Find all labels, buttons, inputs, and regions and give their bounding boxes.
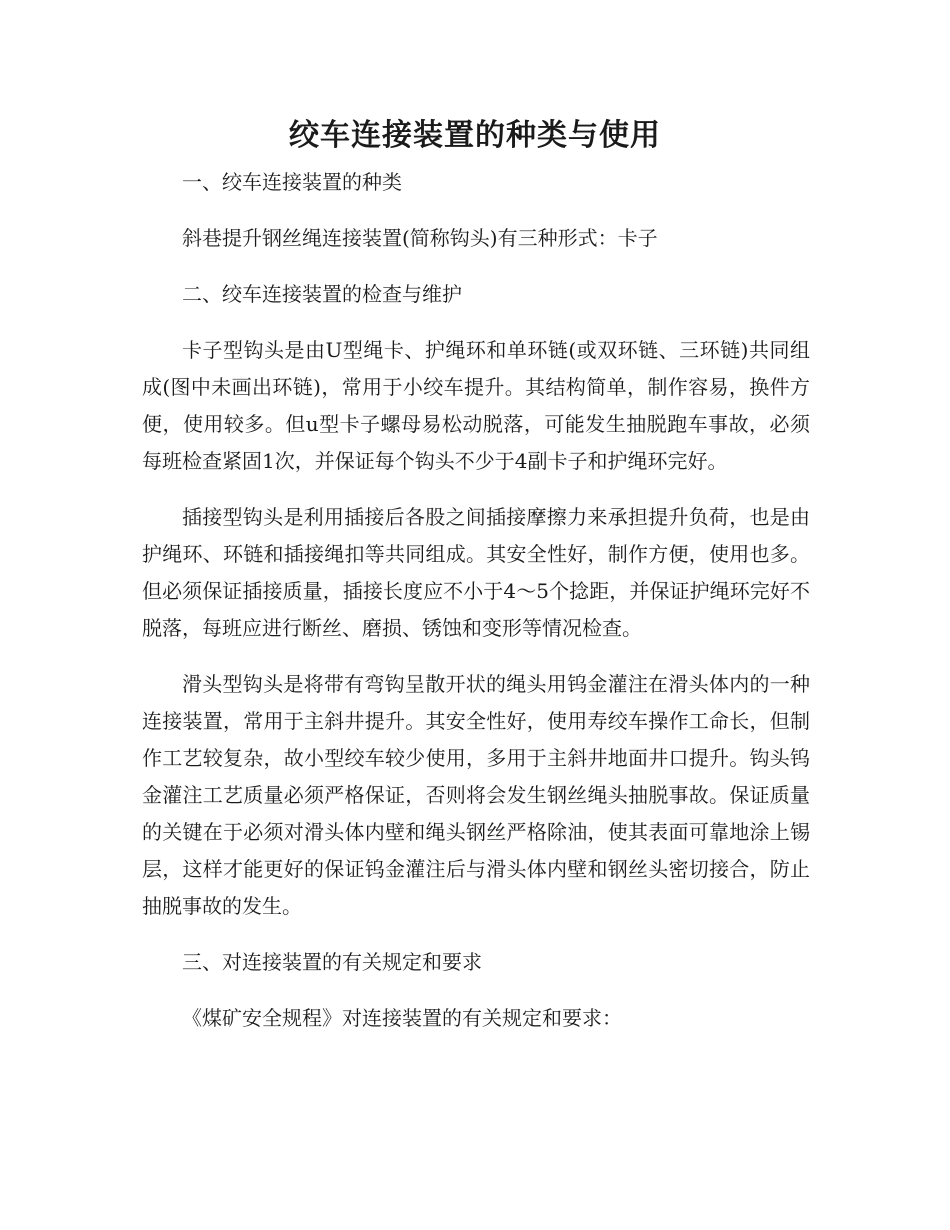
document-body xyxy=(142,164,810,1056)
paragraph-splice-hook: 插接型钩头是利用插接后各股之间插接摩擦力来承担提升负荷，也是由护绳环、环链和插接绳扣等共同组成。其安全性好，制作方便，使用也多。但必须保证插接质量，插接长度应不小于4～5个捻距，并保证护绳环完好不脱落，每班应进行断丝、磨损、锈蚀和变形等情况检查。 xyxy=(142,505,810,640)
section-heading-1: 一、绞车连接装置的种类 xyxy=(182,170,402,194)
paragraph-socket-hook: 滑头型钩头是将带有弯钩呈散开状的绳头用钨金灌注在滑头体内的一种连接装置，常用于主斜井提升。其安全性好，使用寿绞车操作工命长，但制作工艺较复杂，故小型绞车较少使用，多用于主斜井地面井口提升。钩头钨金灌注工艺质量必须严格保证，否则将会发生钢丝绳头抽脱事故。保证质量的关键在于必须对滑头体内壁和绳头钢丝严格除油，使其表面可靠地涂上锡层，这样才能更好的保证钨金灌注后与滑头体内壁和钢丝头密切接合，防止抽脱事故的发生。 xyxy=(142,672,810,918)
section-heading-2: 二、绞车连接装置的检查与维护 xyxy=(182,282,462,306)
paragraph-clamp-hook: 卡子型钩头是由U型绳卡、护绳环和单环链(或双环链、三环链)共同组成(图中未画出环链)，常用于小绞车提升。其结构简单，制作容易，换件方便，使用较多。但u型卡子螺母易松动脱落，可能发生抽脱跑车事故，必须每班检查紧固1次，并保证每个钩头不少于4副卡子和护绳环完好。 xyxy=(142,338,810,473)
section-heading-3: 三、对连接装置的有关规定和要求 xyxy=(182,950,482,974)
paragraph-intro: 斜巷提升钢丝绳连接装置(简称钩头)有三种形式：卡子 xyxy=(182,226,658,250)
document-title: 绞车连接装置的种类与使用 xyxy=(289,118,661,153)
paragraph-regulations: 《煤矿安全规程》对连接装置的有关规定和要求： xyxy=(182,1006,622,1030)
